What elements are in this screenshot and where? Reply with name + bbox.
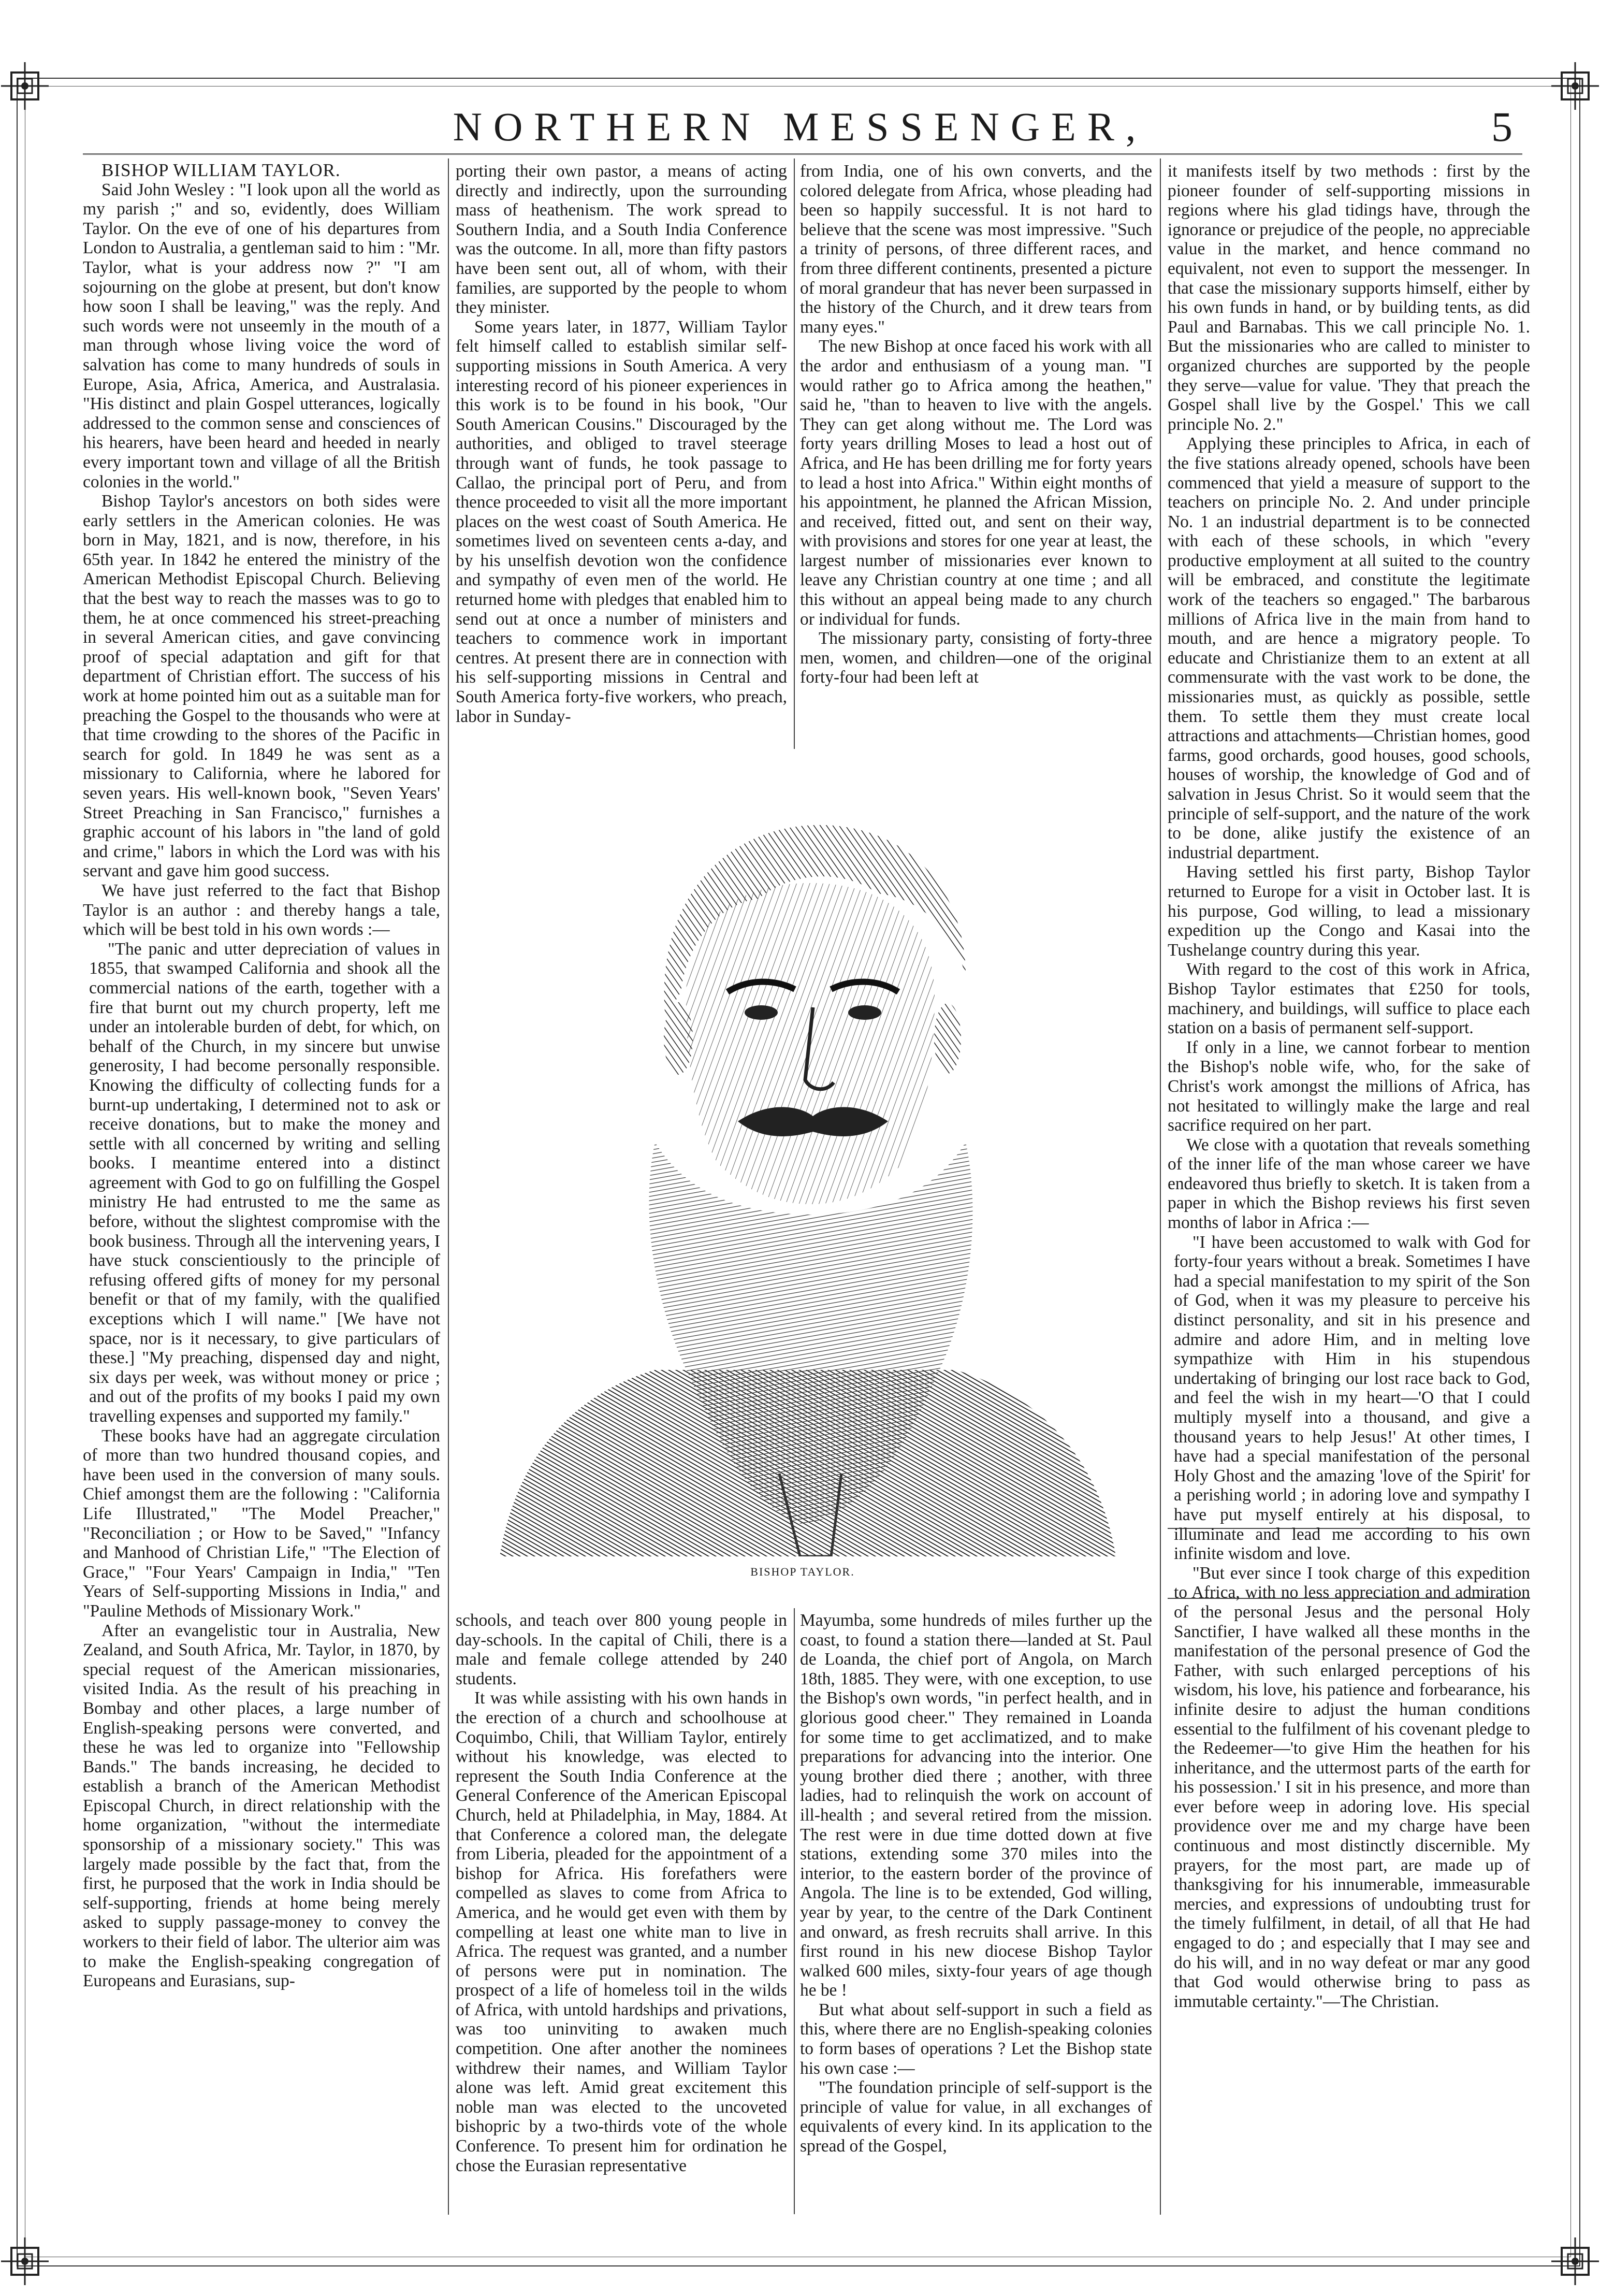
- paragraph: "The foundation principle of self-support is the principle of value for value, in all exchanges of equivalents of every kind. In its application to the spread of the Gospel,: [800, 2078, 1152, 2156]
- article-title: BISHOP WILLIAM TAYLOR.: [101, 161, 341, 180]
- paragraph: We close with a quotation that reveals something of the inner life of the man whose career we have endeavored thus briefly to sketch. It is taken from a paper in which the Bishop reviews his first seven months of labor in Africa :—: [1168, 1135, 1530, 1233]
- paragraph: The new Bishop at once faced his work with all the ardor and enthusiasm of a young man. "I would rather go to Africa among the heathen," said he, "than to heaven to live with the angels. They can get along without me. The Lord was forty years drilling Moses to lead a host out of Africa, and He has been drilling me for forty years to lead a host into Africa." Within eight months of his appointment, he planned the African Mission, and received, fitted out, and sent on their way, with provisions and stores for one year at least, the largest number of missionaries ever known to leave any Christian country at one time ; and all this without an appeal being made to any church or individual for funds.: [800, 337, 1152, 629]
- paragraph: These books have had an aggregate circulation of more than two hundred thousand copies, and have been used in the conversion of many souls. Chief amongst them are the following : "California Life Illustrated," "The Model Preacher," "Reconciliation ; or How to be Saved," "Infancy and Manhood of Christian Life," "The Election of Grace," "Four Years' Campaign in India," "Ten Years of Self-supporting Missions in India," and "Pauline Methods of Missionary Work.": [83, 1426, 440, 1621]
- paragraph: With regard to the cost of this work in Africa, Bishop Taylor estimates that £250 for tools, machinery, and buildings, will suffice to place each station on a basis of permanent self-support.: [1168, 960, 1530, 1038]
- paragraph: Having settled his first party, Bishop Taylor returned to Europe for a visit in October last. It is his purpose, God willing, to lead a missionary expedition up the Congo and Kasai into the Tushelange country during this year.: [1168, 862, 1530, 960]
- paragraph: schools, and teach over 800 young people in day-schools. In the capital of Chili, there is a male and female college attended by 240 students.: [456, 1611, 787, 1688]
- portrait-engraving: [469, 748, 1142, 1556]
- corner-ornament-icon: [1551, 2237, 1599, 2285]
- column-1: [83, 161, 440, 2214]
- quotation-paragraph: "The panic and utter depreciation of values in 1855, that swamped California and shook all the commercial nations of the earth, together with a fire that burnt out my church property, left me under an intolerable burden of debt, for which, on behalf of the Church, in my sincere but unwise generosity, I had become personally responsible. Knowing the difficulty of collecting funds for a burnt-up undertaking, I determined not to ask or receive donations, but to make the money and settle with all concerned by writing and selling books. I meantime entered into a distinct agreement with God to go on fulfilling the Gospel ministry He had entrusted to me the same as before, without the slightest compromise with the book business. Through all the intervening years, I have stuck conscientiously to the principle of refusing offered gifts of money for my personal benefit or that of my family, with the qualified exceptions which I will name." [We have not space, nor is it necessary, to give particulars of these.] "My preaching, dispensed day and night, six days per week, was without money or price ; and out of the profits of my books I paid my own travelling expenses and supported my family.": [89, 939, 440, 1426]
- paragraph: After an evangelistic tour in Australia, New Zealand, and South Africa, Mr. Taylor, in 1870, by special request of the American missionaries, visited India. As the result of his preaching in Bombay and other places, a large number of English-speaking persons were converted, and these he was led to organize into "Fellowship Bands." The bands increasing, he decided to establish a branch of the American Methodist Episcopal Church, in direct relationship with the home organization, "without the intermediate sponsorship of a missionary society." This was largely made possible by the fact that, from the first, he purposed that the work in India should be self-supporting, friends at home being merely asked to supply passage-money to convey the workers to their field of labor. The ulterior aim was to make the English-speaking congregation of Europeans and Eurasians, sup-: [83, 1621, 440, 1991]
- paragraph: We have just referred to the fact that Bishop Taylor is an author : and thereby hangs a tale, which will be best told in his own words :—: [83, 880, 440, 940]
- column-3-bottom: [800, 1611, 1152, 2214]
- paragraph: porting their own pastor, a means of acting directly and indirectly, upon the surrounding mass of heathenism. The work spread to Southern India, and a South India Conference was the outcome. In all, more than fifty pastors have been sent out, all of whom, with their families, are supported by the people to whom they minister.: [456, 162, 787, 317]
- paragraph: It was while assisting with his own hands in the erection of a church and schoolhouse at Coquimbo, Chili, that William Taylor, entirely without his knowledge, was elected to represent the South India Conference at the General Conference of the American Episcopal Church, held at Philadelphia, in May, 1884. At that Conference a colored man, the delegate from Liberia, pleaded for the appointment of a bishop for Africa. His forefathers were compelled as slaves to come from Africa to America, and he would get even with them by compelling at least one white man to live in Africa. The request was granted, and a number of persons were put in nomination. The prospect of a life of homeless toil in the wilds of Africa, with untold hardships and privations, was too uninviting to awaken much competition. One after another the nominees withdrew their names, and William Taylor alone was left. Amid great excitement this noble man was elected to the uncoveted bishopric by a two-thirds vote of the whole Conference. To present him for ordination he chose the Eurasian representative: [456, 1688, 787, 2175]
- paragraph: Mayumba, some hundreds of miles further up the coast, to found a station there—landed at St. Paul de Loanda, the chief port of Angola, on March 18th, 1885. They were, with one exception, to use the Bishop's own words, "in perfect health, and in glorious good cheer." They remained in Loanda for some time to get acclimatized, and to make preparations for advancing into the interior. One young brother died there ; another, with three ladies, had to relinquish the work on account of ill-health ; and several retired from the mission. The rest were in due time dotted down at five stations, extending some 370 miles into the interior, to the eastern border of the province of Angola. The line is to be extended, God willing, year by year, to the centre of the Dark Continent and onward, as fresh recruits shall arrive. In this first round in his new diocese Bishop Taylor walked 600 miles, sixty-four years of age though he be !: [800, 1611, 1152, 2000]
- paragraph: But what about self-support in such a field as this, where there are no English-speaking colonies to form bases of operations ? Let the Bishop state his own case :—: [800, 2000, 1152, 2078]
- quotation-paragraph: "But ever since I took charge of this expedition to Africa, with no less appreciation and admiration of the personal Jesus and the personal Holy Sanctifier, I have walked all these months in the manifestation of the personal presence of God the Father, with such enlarged perceptions of his wisdom, his love, his patience and forbearance, his infinite desire to adjust the human conditions essential to the fulfilment of his covenant pledge to the Redeemer—'to give Him the heathen for his inheritance, and the uttermost parts of the earth for his possession.' I sit in his presence, and more than ever before weep in adoring love. His special providence over me and my charge have been continuous and most distinctly discernible. My prayers, for the most part, are made up of thanksgiving for his innumerable, immeasurable mercies, and expressions of undoubting trust for the timely fulfilment, in detail, of all that He had engaged to do ; and especially that I may see and do his will, and in no way defeat or mar any good that God would otherwise bring to pass as immutable certainty."—The Christian.: [1174, 1563, 1530, 2011]
- paragraph: The missionary party, consisting of forty-three men, women, and children—one of the original forty-four had been left at: [800, 629, 1152, 687]
- quotation-paragraph: "I have been accustomed to walk with God for forty-four years without a break. Sometimes I have had a special manifestation to my spirit of the Son of God, when it was my pleasure to perceive his distinct personality, and sit in his presence and admire and adore Him, and in melting love sympathize with Him in his stupendous undertaking of bringing our lost race back to God, and feel the wish in my heart—'O that I could multiply myself into a thousand, and give a thousand years to help Jesus!' At other times, I have had a special manifestation of the personal Holy Ghost and the amazing 'love of the Spirit' for a perishing world ; in adoring love and sympathy I have put myself entirely at his disposal, to illuminate and lead me according to his own infinite wisdom and love.: [1174, 1232, 1530, 1564]
- corner-ornament-icon: [1, 62, 49, 110]
- column-4: [1168, 162, 1530, 2214]
- paragraph: Bishop Taylor's ancestors on both sides were early settlers in the American colonies. He was born in May, 1821, and is now, therefore, in his 65th year. In 1842 he entered the ministry of the American Methodist Episcopal Church. Believing that the best way to reach the masses was to go to them, he at once commenced his street-preaching in several American cities, and gave convincing proof of special adaptation and gift for that department of Christian effort. The success of his work at home pointed him out as a suitable man for preaching the Gospel to the thousands who were at that time crowding to the shores of the Pacific in search for gold. In 1849 he was sent as a missionary to California, where he labored for seven years. His well-known book, "Seven Years' Street Preaching in San Francisco," furnishes a graphic account of his labors in "the land of gold and crime," labors in which the Lord was with his servant and gave him good success.: [83, 492, 440, 881]
- column-rule: [794, 1608, 795, 2214]
- page-number: 5: [1491, 103, 1512, 150]
- corner-ornament-icon: [1551, 62, 1599, 110]
- column-3-top: [800, 162, 1152, 747]
- column-rule: [794, 158, 795, 749]
- portrait-caption: BISHOP TAYLOR.: [750, 1565, 855, 1578]
- column-rule: [1160, 158, 1161, 2215]
- corner-ornament-icon: [1, 2237, 49, 2285]
- header-rule: [83, 153, 1522, 155]
- column-2-top: [456, 162, 787, 747]
- paragraph: Applying these principles to Africa, in each of the five stations already opened, schools have been commenced that yield a measure of support to the teachers on principle No. 2. And under principle No. 1 an industrial department is to be connected with each of these schools, in which "every productive employment at all suited to the country will be embraced, and constitute the legitimate work of the teachers so engaged." The barbarous millions of Africa live in the main from hand to mouth, and are hence a migratory people. To educate and Christianize them to an extent at all commensurate with the vast work to be done, the missionaries must, as quickly as possible, settle them. To settle them they must create local attractions and attachments—Christian homes, good farms, good orchards, good houses, good schools, houses of worship, the knowledge of God and of salvation in Jesus Christ. So it would seem that the principle of self-support, and the nature of the work to be done, alike justify the existence of an industrial department.: [1168, 434, 1530, 862]
- paragraph: If only in a line, we cannot forbear to mention the Bishop's noble wife, who, for the sake of Christ's work amongst the millions of Africa, has not hesitated to willingly make the large and real sacrifice required on her part.: [1168, 1037, 1530, 1135]
- paragraph: from India, one of his own converts, and the colored delegate from Africa, whose pleading had been so happily successful. It is not hard to believe that the scene was most impressive. "Such a trinity of persons, of three different races, and from three different continents, presented a picture of moral grandeur that has never been surpassed in the history of the Church, and it drew tears from many eyes.": [800, 162, 1152, 337]
- paragraph: Said John Wesley : "I look upon all the world as my parish ;" and so, evidently, does William Taylor. On the eve of one of his departures from London to Australia, a gentleman said to him : "Mr. Taylor, what is your address now ?" "I am sojourning on the globe at present, but don't know how soon I shall be leaving," was the reply. And such words were not unseemly in the mouth of a man through whose living voice the word of salvation has come to many hundreds of souls in Europe, Asia, Africa, America, and Australasia. "His distinct and plain Gospel utterances, logically addressed to the common sense and consciences of his hearers, have been heard and heeded in nearly every important town and village of all the British colonies in the world.": [83, 180, 440, 492]
- masthead-title: NORTHERN MESSENGER,: [453, 104, 1147, 149]
- column-rule: [448, 158, 449, 2215]
- column-2-bottom: [456, 1611, 787, 2214]
- paragraph: Some years later, in 1877, William Taylor felt himself called to establish similar self-supporting missions in South America. A very interesting record of his pioneer experiences in this work is to be found in his book, "Our South American Cousins." Discouraged by the authorities, and obliged to travel steerage through want of funds, he took passage to Callao, the principal port of Peru, and from thence proceeded to visit all the more important places on the west coast of South America. He sometimes lived on seventeen cents a-day, and by his unselfish devotion won the confidence and sympathy of even men of the world. He returned home with pledges that enabled him to send out at once a number of ministers and teachers to commence work in important centres. At present there are in connection with his self-supporting missions in Central and South America forty-five workers, who preach, labor in Sunday-: [456, 317, 787, 726]
- paragraph: it manifests itself by two methods : first by the pioneer founder of self-supporting missions in regions where his glad tidings have, through the ignorance or prejudice of the people, no appreciable value in the market, and hence command no equivalent, not even to support the messenger. In that case the missionary supports himself, either by his own funds in hand, or by building tents, as did Paul and Barnabas. This we call principle No. 1. But the missionaries who are called to minister to organized churches are supported by the people they serve—value for value. 'They that preach the Gospel shall live by the Gospel.' This we call principle No. 2.": [1168, 162, 1530, 434]
